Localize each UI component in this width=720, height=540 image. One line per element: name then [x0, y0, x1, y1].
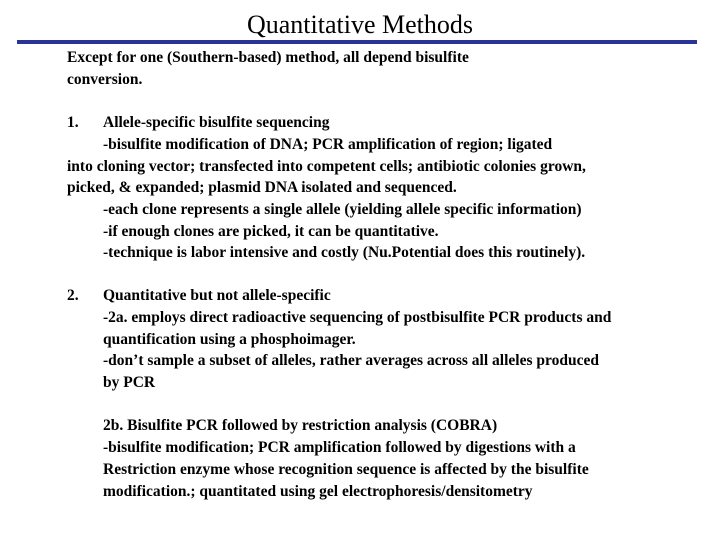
item-2-heading: Quantitative but not allele-specific	[103, 287, 331, 304]
item-2-line: -2a. employs direct radioactive sequencing of postbisulfite PCR products and	[103, 309, 612, 326]
title-underline	[17, 40, 697, 44]
item-2b-line: Restriction enzyme whose recognition sequence is affected by the bisulfite	[103, 461, 589, 478]
item-1-line: -each clone represents a single allele (yielding allele specific information)	[103, 201, 582, 218]
item-1-line: -technique is labor intensive and costly (Nu.Potential does this routinely).	[103, 244, 586, 261]
item-1-line: picked, & expanded; plasmid DNA isolated and sequenced.	[67, 179, 457, 196]
item-2b-heading: 2b. Bisulfite PCR followed by restriction analysis (COBRA)	[103, 417, 498, 434]
item-1-heading: Allele-specific bisulfite sequencing	[103, 114, 330, 131]
item-2-line: by PCR	[103, 374, 156, 391]
intro-line-2: conversion.	[67, 71, 143, 88]
item-2b-line: -bisulfite modification; PCR amplification followed by digestions with a	[103, 439, 576, 456]
slide-title: Quantitative Methods	[246, 10, 473, 39]
item-1-line: into cloning vector; transfected into competent cells; antibiotic colonies grown,	[67, 158, 586, 175]
item-2-number: 2.	[67, 287, 79, 304]
item-1-line: -bisulfite modification of DNA; PCR amplification of region; ligated	[103, 136, 553, 153]
intro-line-1: Except for one (Southern-based) method, all depend bisulfite	[67, 49, 469, 66]
item-2b-line: modification.; quantitated using gel electrophoresis/densitometry	[103, 483, 533, 500]
item-1-number: 1.	[67, 114, 79, 131]
item-2-line: quantification using a phosphoimager.	[103, 331, 356, 348]
item-1-line: -if enough clones are picked, it can be quantitative.	[103, 223, 439, 240]
item-2-line: -don’t sample a subset of alleles, rather averages across all alleles produced	[103, 352, 599, 369]
